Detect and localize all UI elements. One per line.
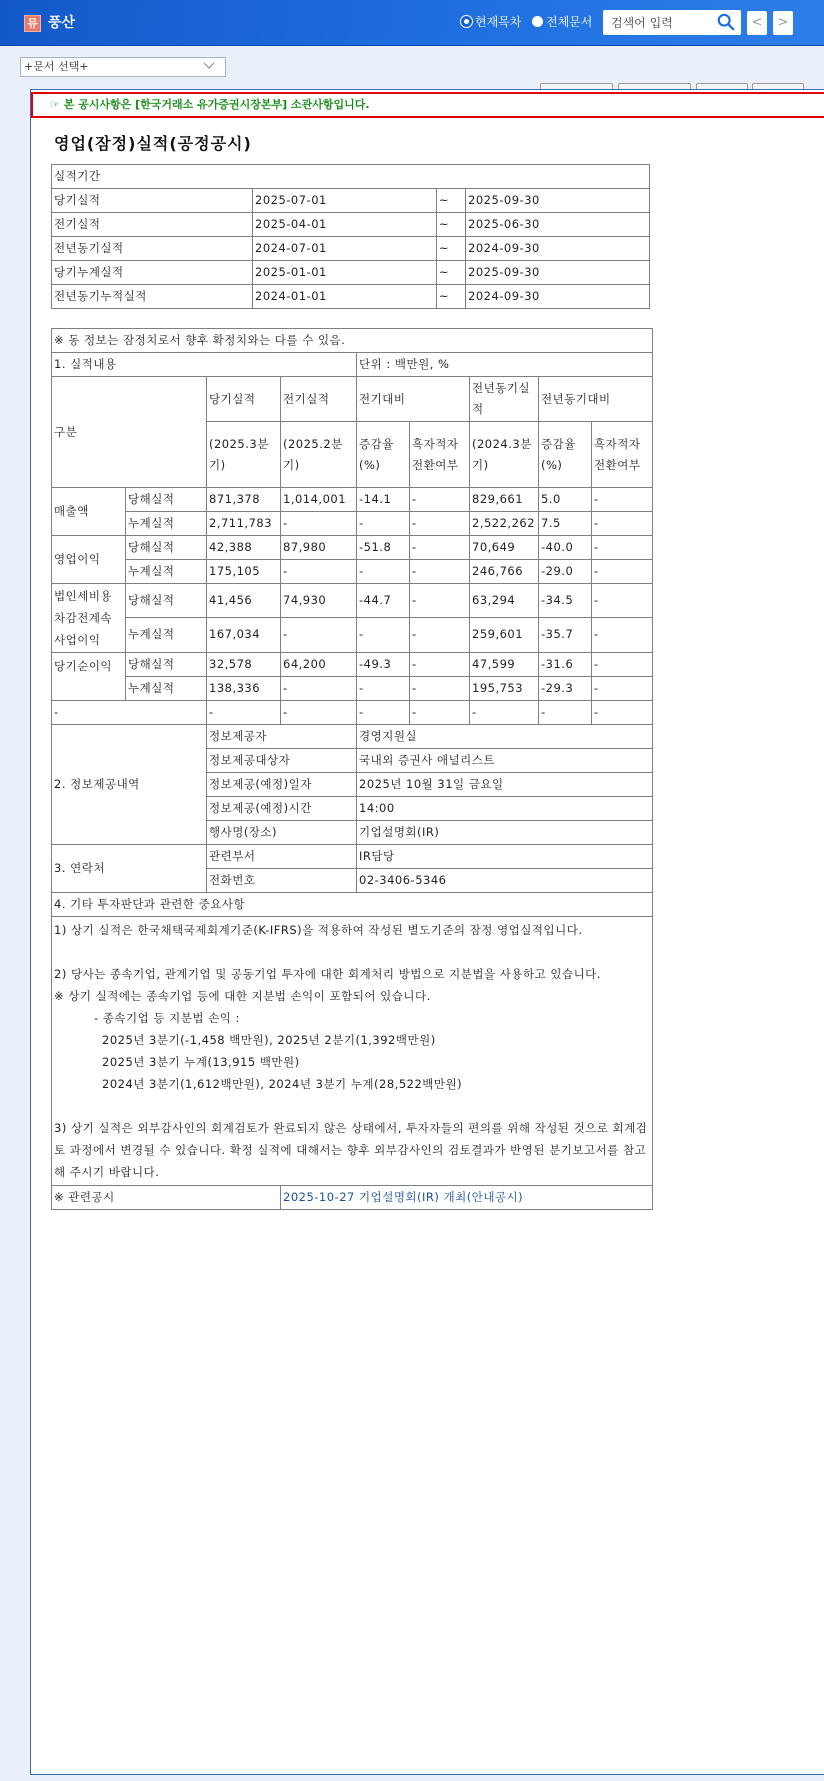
qoq-header: 전기대비 (357, 377, 470, 422)
radio-current-label: 현재목차 (475, 15, 522, 29)
period-sep: ~ (437, 213, 466, 237)
cell-yoy-rate: -29.3 (539, 677, 592, 701)
cell-yoy-value: 2,522,262 (470, 512, 539, 536)
cell-empty: - (410, 701, 470, 725)
period-sep: ~ (437, 237, 466, 261)
cell-qoq-turn: - (410, 617, 470, 652)
cell-prior: - (281, 560, 357, 584)
note-2-equity: ※ 상기 실적에는 종속기업 등에 대한 지분법 손익이 포함되어 있습니다. (54, 989, 431, 1003)
yoy-header: 전년동기대비 (539, 377, 653, 422)
cell-yoy-rate: -40.0 (539, 536, 592, 560)
disclaimer: ※ 동 정보는 잠정치로서 향후 확정치와는 다를 수 있음. (52, 329, 653, 353)
cell-yoy-turn: - (592, 653, 653, 677)
table-row (52, 584, 653, 618)
cell-qoq-rate: - (357, 560, 410, 584)
info-key: 정보제공(예정)시간 (207, 797, 357, 821)
cell-qoq-rate: -44.7 (357, 584, 410, 618)
chevron-down-icon (203, 61, 215, 71)
info-key: 정보제공대상자 (207, 749, 357, 773)
qoq-rate-header: 증감율(%) (357, 422, 410, 488)
period-to: 2025-09-30 (466, 189, 650, 213)
document-select-value: +문서 선택+ (24, 60, 89, 73)
cell-yoy-turn: - (592, 677, 653, 701)
results-table (51, 328, 653, 1210)
radio-all-docs[interactable] (532, 13, 592, 30)
period-sep: ~ (437, 285, 466, 309)
table-row (52, 536, 653, 560)
cell-yoy-value: 246,766 (470, 560, 539, 584)
table-row (52, 845, 653, 869)
section-4-label: 4. 기타 투자판단과 관련한 중요사항 (52, 893, 653, 917)
document-title: 영업(잠정)실적(공정공시) (54, 134, 252, 153)
cell-yoy-rate: -31.6 (539, 653, 592, 677)
cell-yoy-value: 195,753 (470, 677, 539, 701)
current-sub-header: (2025.3분기) (207, 422, 281, 488)
yoy-perf-header: 전년동기실적 (470, 377, 539, 422)
cell-qoq-turn: - (410, 677, 470, 701)
group-label: 법인세비용차감전계속사업이익 (52, 584, 126, 653)
table-row (52, 677, 653, 701)
period-label: 당기누계실적 (52, 261, 253, 285)
radio-checked-icon[interactable] (461, 16, 472, 27)
contact-value: 02-3406-5346 (357, 869, 653, 893)
cell-prior: - (281, 677, 357, 701)
note-3: 3) 상기 실적은 외부감사인의 회계검토가 완료되지 않은 상태에서, 투자자들의 편의를 위해 작성된 것으로 회계검토 과정에서 변경될 수 있습니다. 확정 실적에 대해서는 향후 외부감사인의 검토결과가 반영된 분기보고서를 참고해 주시기 바랍니다. (54, 1121, 648, 1179)
cell-qoq-turn: - (410, 536, 470, 560)
row-type: 누계실적 (126, 560, 207, 584)
group-label: 당기순이익 (52, 653, 126, 701)
cell-yoy-rate: -34.5 (539, 584, 592, 618)
cell-yoy-value: 259,601 (470, 617, 539, 652)
section-2-label: 2. 정보제공내역 (52, 725, 207, 845)
document-select[interactable] (20, 57, 226, 77)
info-value: 국내외 증권사 애널리스트 (357, 749, 653, 773)
cell-current: 42,388 (207, 536, 281, 560)
cell-qoq-rate: - (357, 677, 410, 701)
period-label: 전년동기누적실적 (52, 285, 253, 309)
cell-yoy-value: 63,294 (470, 584, 539, 618)
info-key: 정보제공(예정)일자 (207, 773, 357, 797)
row-type: 누계실적 (126, 677, 207, 701)
radio-current-toc[interactable] (461, 13, 521, 30)
radio-unchecked-icon[interactable] (532, 16, 543, 27)
prior-header: 전기실적 (281, 377, 357, 422)
note-2-equity-title: - 종속기업 등 지분법 손익 : (94, 1011, 240, 1025)
cell-current: 32,578 (207, 653, 281, 677)
cell-current: 41,456 (207, 584, 281, 618)
row-type: 당해실적 (126, 536, 207, 560)
table-row (52, 213, 650, 237)
cell-yoy-turn: - (592, 488, 653, 512)
table-row (52, 189, 650, 213)
notes-body (52, 917, 653, 1186)
table-row (52, 560, 653, 584)
period-label: 전년동기실적 (52, 237, 253, 261)
cell-empty: - (281, 701, 357, 725)
cell-qoq-turn: - (410, 653, 470, 677)
cell-yoy-value: 47,599 (470, 653, 539, 677)
cell-yoy-rate: 5.0 (539, 488, 592, 512)
period-label: 당기실적 (52, 189, 253, 213)
table-row (52, 488, 653, 512)
current-header: 당기실적 (207, 377, 281, 422)
info-key: 행사명(장소) (207, 821, 357, 845)
search-box (603, 10, 741, 35)
radio-all-label: 전체문서 (546, 15, 593, 29)
table-row (52, 617, 653, 652)
search-icon[interactable] (717, 13, 735, 31)
period-to: 2024-09-30 (466, 237, 650, 261)
table-row (52, 512, 653, 536)
cell-yoy-turn: - (592, 512, 653, 536)
contact-key: 관련부서 (207, 845, 357, 869)
cell-yoy-rate: -35.7 (539, 617, 592, 652)
cell-current: 167,034 (207, 617, 281, 652)
cell-prior: - (281, 512, 357, 536)
cell-prior: 64,200 (281, 653, 357, 677)
info-value: 기업설명회(IR) (357, 821, 653, 845)
row-type: 당해실적 (126, 584, 207, 618)
period-from: 2024-01-01 (253, 285, 437, 309)
info-value: 경영지원실 (357, 725, 653, 749)
company-name[interactable]: 풍산 (48, 15, 76, 31)
cell-empty: - (52, 701, 207, 725)
cell-prior: - (281, 617, 357, 652)
note-2-equity-line-3: 2024년 3분기(1,612백만원), 2024년 3분기 누계(28,522백만원) (102, 1077, 463, 1091)
table-row (52, 701, 653, 725)
related-disclosure-link[interactable]: 2025-10-27 기업설명회(IR) 개최(안내공시) (281, 1186, 653, 1210)
search-input[interactable] (611, 10, 711, 35)
jurisdiction-notice: ☞ 본 공시사항은 [한국거래소 유가증권시장본부] 소관사항입니다. (31, 92, 824, 118)
qoq-turn-header: 흑자적자전환여부 (410, 422, 470, 488)
company-logo-icon: 뮤 (24, 15, 41, 32)
related-label: ※ 관련공시 (52, 1186, 281, 1210)
cell-yoy-turn: - (592, 617, 653, 652)
period-to: 2025-06-30 (466, 213, 650, 237)
cell-yoy-rate: 7.5 (539, 512, 592, 536)
period-label: 전기실적 (52, 213, 253, 237)
note-spacer (54, 1095, 650, 1117)
cell-yoy-turn: - (592, 536, 653, 560)
table-row (52, 261, 650, 285)
period-to: 2024-09-30 (466, 285, 650, 309)
period-to: 2025-09-30 (466, 261, 650, 285)
cell-empty: - (592, 701, 653, 725)
row-type: 누계실적 (126, 512, 207, 536)
cell-current: 138,336 (207, 677, 281, 701)
table-row (52, 653, 653, 677)
section-3-label: 3. 연락처 (52, 845, 207, 893)
period-sep: ~ (437, 261, 466, 285)
cell-qoq-rate: - (357, 512, 410, 536)
yoy-rate-header: 증감율(%) (539, 422, 592, 488)
cell-prior: 74,930 (281, 584, 357, 618)
note-2-equity-line-1: 2025년 3분기(-1,458 백만원), 2025년 2분기(1,392백만원) (102, 1033, 436, 1047)
cell-yoy-turn: - (592, 560, 653, 584)
cell-qoq-turn: - (410, 512, 470, 536)
category-header: 구분 (52, 377, 207, 488)
period-header: 실적기간 (52, 165, 650, 189)
cell-empty: - (357, 701, 410, 725)
note-2: 2) 당사는 종속기업, 관계기업 및 공동기업 투자에 대한 회계처리 방법으로 지분법을 사용하고 있습니다. (54, 967, 601, 981)
cell-current: 2,711,783 (207, 512, 281, 536)
period-from: 2025-04-01 (253, 213, 437, 237)
period-from: 2025-01-01 (253, 261, 437, 285)
group-label: 매출액 (52, 488, 126, 536)
contact-key: 전화번호 (207, 869, 357, 893)
info-key: 정보제공자 (207, 725, 357, 749)
table-row (52, 725, 653, 749)
cell-empty: - (470, 701, 539, 725)
cell-current: 175,105 (207, 560, 281, 584)
cell-qoq-rate: - (357, 617, 410, 652)
group-label: 영업이익 (52, 536, 126, 584)
cell-qoq-rate: -14.1 (357, 488, 410, 512)
period-table (51, 164, 650, 309)
row-type: 당해실적 (126, 488, 207, 512)
note-spacer (54, 941, 650, 963)
contact-value: IR담당 (357, 845, 653, 869)
info-value: 2025년 10월 31일 금요일 (357, 773, 653, 797)
cell-qoq-turn: - (410, 488, 470, 512)
cell-yoy-rate: -29.0 (539, 560, 592, 584)
yoy-turn-header: 흑자적자전환여부 (592, 422, 653, 488)
cell-qoq-turn: - (410, 584, 470, 618)
cell-current: 871,378 (207, 488, 281, 512)
cell-qoq-rate: -49.3 (357, 653, 410, 677)
note-2-equity-line-2: 2025년 3분기 누계(13,915 백만원) (102, 1055, 300, 1069)
cell-qoq-turn: - (410, 560, 470, 584)
cell-yoy-value: 70,649 (470, 536, 539, 560)
section-1-label: 1. 실적내용 (52, 353, 357, 377)
cell-yoy-turn: - (592, 584, 653, 618)
cell-empty: - (539, 701, 592, 725)
info-value: 14:00 (357, 797, 653, 821)
yoy-perf-sub-header: (2024.3분기) (470, 422, 539, 488)
period-from: 2024-07-01 (253, 237, 437, 261)
prev-result-button[interactable]: < (747, 11, 767, 35)
note-1: 1) 상기 실적은 한국채택국제회계기준(K-IFRS)을 적용하여 작성된 별도기준의 잠정 영업실적입니다. (54, 923, 583, 937)
cell-yoy-value: 829,661 (470, 488, 539, 512)
cell-prior: 87,980 (281, 536, 357, 560)
table-row (52, 285, 650, 309)
next-result-button[interactable]: > (773, 11, 793, 35)
period-sep: ~ (437, 189, 466, 213)
unit-label: 단위 : 백만원, % (357, 353, 653, 377)
period-from: 2025-07-01 (253, 189, 437, 213)
row-type: 당해실적 (126, 653, 207, 677)
top-header (0, 0, 824, 46)
prior-sub-header: (2025.2분기) (281, 422, 357, 488)
row-type: 누계실적 (126, 617, 207, 652)
cell-empty: - (207, 701, 281, 725)
table-row (52, 237, 650, 261)
cell-qoq-rate: -51.8 (357, 536, 410, 560)
cell-prior: 1,014,001 (281, 488, 357, 512)
